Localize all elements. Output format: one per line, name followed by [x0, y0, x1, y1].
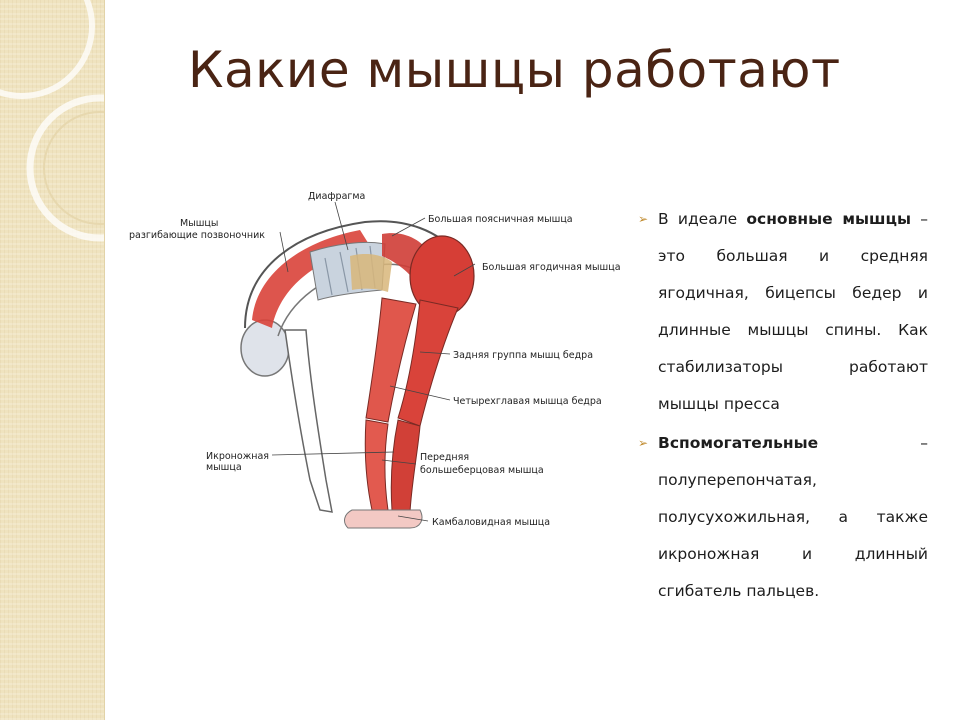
label-spine-erectors-2: разгибающие позвоночник — [129, 230, 265, 241]
decorative-rings — [0, 0, 104, 260]
label-tibialis-2: большеберцовая мышца — [420, 465, 544, 476]
tibialis-muscle — [365, 420, 388, 510]
label-gluteus: Большая ягодичная мышца — [482, 262, 621, 273]
label-psoas: Большая поясничная мышца — [428, 214, 573, 225]
bullet-text-part: В идеале — [658, 210, 747, 228]
arrow-bullet-icon: ➢ — [638, 212, 649, 226]
label-diaphragm: Диафрагма — [308, 191, 366, 202]
decorative-side-strip — [0, 0, 105, 720]
label-soleus: Камбаловидная мышца — [432, 517, 551, 528]
bullet-list — [638, 201, 928, 612]
label-quadriceps: Четырехглавая мышца бедра — [453, 396, 602, 407]
feet-shape — [345, 510, 422, 528]
bullet-text-part: – полуперепончатая, полусухожильная, а также икроножная и длинный сгибатель пальцев. — [658, 434, 928, 600]
label-gastrocnemius-1: Икроножная — [206, 451, 270, 462]
label-tibialis-1: Передняя — [420, 452, 470, 463]
bullet-text-bold: основные мышцы — [746, 210, 911, 228]
arm-outline — [285, 330, 332, 512]
diaphragm-muscle — [350, 254, 392, 292]
label-hamstrings: Задняя группа мышц бедра — [453, 350, 594, 361]
muscle-anatomy-figure — [120, 180, 630, 550]
bullet-main-muscles — [638, 201, 928, 423]
label-spine-erectors-1: Мышцы — [180, 218, 219, 229]
label-gastrocnemius-2: мышца — [206, 462, 242, 473]
bullet-text-part: – это большая и средняя ягодичная, бицепсы бедер и длинные мышцы спины. Как стабилизаторы работают мышцы пресса — [658, 210, 928, 413]
anatomy-illustration — [120, 180, 630, 550]
bullet-auxiliary-muscles — [638, 425, 928, 610]
gastrocnemius-muscle — [391, 420, 420, 512]
arrow-bullet-icon: ➢ — [638, 436, 649, 450]
head-shape — [241, 320, 289, 376]
bullet-text-bold: Вспомогательные — [658, 434, 819, 452]
slide-title: Какие мышцы работают — [188, 41, 841, 99]
